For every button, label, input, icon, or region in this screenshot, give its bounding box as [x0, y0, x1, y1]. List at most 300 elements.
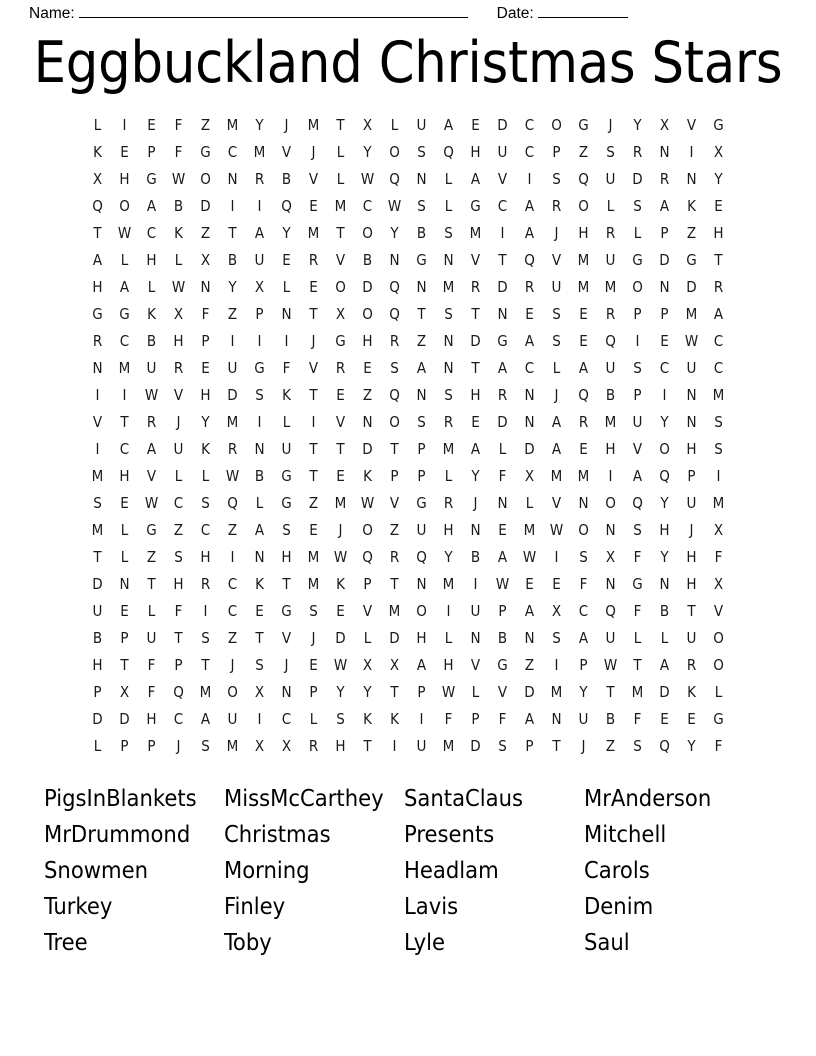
- grid-cell[interactable]: X: [254, 278, 265, 296]
- grid-cell[interactable]: T: [309, 305, 318, 323]
- grid-cell[interactable]: N: [470, 629, 481, 647]
- grid-cell[interactable]: Z: [146, 548, 157, 566]
- grid-cell[interactable]: V: [686, 116, 697, 134]
- grid-cell[interactable]: N: [551, 710, 562, 728]
- grid-cell[interactable]: Q: [659, 467, 670, 485]
- grid-cell[interactable]: E: [471, 116, 480, 134]
- grid-cell[interactable]: X: [362, 656, 373, 674]
- grid-cell[interactable]: V: [362, 602, 373, 620]
- grid-cell[interactable]: G: [470, 197, 481, 215]
- grid-cell[interactable]: A: [524, 197, 535, 215]
- grid-cell[interactable]: G: [632, 575, 643, 593]
- grid-cell[interactable]: F: [174, 143, 183, 161]
- grid-cell[interactable]: U: [227, 710, 238, 728]
- grid-cell[interactable]: V: [632, 440, 643, 458]
- grid-cell[interactable]: E: [660, 710, 669, 728]
- grid-cell[interactable]: T: [147, 575, 156, 593]
- grid-cell[interactable]: D: [524, 683, 535, 701]
- grid-cell[interactable]: H: [119, 170, 130, 188]
- grid-cell[interactable]: J: [284, 656, 289, 674]
- grid-cell[interactable]: N: [389, 251, 400, 269]
- word-list-item[interactable]: Lavis: [404, 892, 459, 920]
- grid-cell[interactable]: J: [311, 143, 316, 161]
- grid-cell[interactable]: X: [200, 251, 211, 269]
- grid-cell[interactable]: H: [416, 629, 427, 647]
- grid-cell[interactable]: I: [257, 413, 262, 431]
- grid-cell[interactable]: T: [363, 737, 372, 755]
- grid-cell[interactable]: R: [200, 575, 211, 593]
- grid-cell[interactable]: L: [336, 143, 345, 161]
- grid-cell[interactable]: P: [255, 305, 264, 323]
- grid-cell[interactable]: O: [416, 602, 427, 620]
- grid-cell[interactable]: P: [525, 737, 534, 755]
- grid-cell[interactable]: W: [360, 494, 375, 512]
- grid-cell[interactable]: S: [714, 413, 723, 431]
- grid-cell[interactable]: T: [606, 683, 615, 701]
- grid-cell[interactable]: C: [227, 602, 238, 620]
- grid-cell[interactable]: S: [201, 629, 210, 647]
- grid-cell[interactable]: E: [687, 710, 696, 728]
- grid-cell[interactable]: Y: [687, 737, 696, 755]
- grid-cell[interactable]: M: [442, 575, 455, 593]
- grid-cell[interactable]: C: [497, 197, 508, 215]
- grid-cell[interactable]: L: [633, 224, 642, 242]
- grid-cell[interactable]: H: [200, 548, 211, 566]
- grid-cell[interactable]: N: [605, 575, 616, 593]
- grid-cell[interactable]: L: [444, 629, 453, 647]
- grid-cell[interactable]: K: [282, 386, 291, 404]
- grid-cell[interactable]: H: [470, 143, 481, 161]
- grid-cell[interactable]: J: [689, 521, 694, 539]
- grid-cell[interactable]: C: [659, 359, 670, 377]
- grid-cell[interactable]: V: [551, 251, 562, 269]
- grid-cell[interactable]: U: [173, 440, 184, 458]
- grid-cell[interactable]: F: [633, 602, 642, 620]
- grid-cell[interactable]: V: [497, 683, 508, 701]
- grid-cell[interactable]: R: [254, 170, 265, 188]
- grid-cell[interactable]: J: [473, 494, 478, 512]
- grid-cell[interactable]: I: [554, 656, 559, 674]
- grid-cell[interactable]: U: [605, 629, 616, 647]
- grid-cell[interactable]: N: [524, 413, 535, 431]
- grid-cell[interactable]: V: [551, 494, 562, 512]
- grid-cell[interactable]: K: [687, 197, 696, 215]
- grid-cell[interactable]: N: [443, 332, 454, 350]
- grid-cell[interactable]: D: [200, 197, 211, 215]
- grid-cell[interactable]: L: [444, 197, 453, 215]
- grid-cell[interactable]: V: [281, 143, 292, 161]
- grid-cell[interactable]: K: [363, 467, 372, 485]
- grid-cell[interactable]: I: [311, 413, 316, 431]
- grid-cell[interactable]: S: [255, 656, 264, 674]
- grid-cell[interactable]: G: [200, 143, 211, 161]
- grid-cell[interactable]: A: [470, 170, 481, 188]
- grid-cell[interactable]: H: [443, 521, 454, 539]
- name-write-in-line[interactable]: [79, 4, 468, 18]
- grid-cell[interactable]: Z: [389, 521, 400, 539]
- grid-cell[interactable]: F: [714, 737, 723, 755]
- grid-cell[interactable]: W: [171, 170, 186, 188]
- grid-cell[interactable]: B: [605, 710, 616, 728]
- grid-cell[interactable]: M: [712, 494, 725, 512]
- grid-cell[interactable]: P: [120, 737, 129, 755]
- grid-cell[interactable]: A: [443, 116, 454, 134]
- grid-cell[interactable]: X: [605, 548, 616, 566]
- grid-cell[interactable]: Q: [578, 386, 589, 404]
- grid-cell[interactable]: V: [470, 656, 481, 674]
- grid-cell[interactable]: H: [443, 656, 454, 674]
- grid-cell[interactable]: X: [281, 737, 292, 755]
- grid-cell[interactable]: W: [333, 548, 348, 566]
- grid-cell[interactable]: A: [578, 359, 589, 377]
- grid-cell[interactable]: J: [176, 413, 181, 431]
- grid-cell[interactable]: R: [308, 251, 319, 269]
- grid-cell[interactable]: L: [120, 548, 129, 566]
- grid-cell[interactable]: I: [554, 548, 559, 566]
- grid-cell[interactable]: T: [471, 305, 480, 323]
- grid-cell[interactable]: N: [443, 359, 454, 377]
- grid-cell[interactable]: S: [633, 737, 642, 755]
- grid-cell[interactable]: R: [173, 359, 184, 377]
- grid-cell[interactable]: H: [335, 737, 346, 755]
- grid-cell[interactable]: A: [119, 278, 130, 296]
- grid-cell[interactable]: S: [579, 548, 588, 566]
- grid-cell[interactable]: T: [93, 224, 102, 242]
- grid-cell[interactable]: T: [336, 440, 345, 458]
- grid-cell[interactable]: G: [686, 251, 697, 269]
- grid-cell[interactable]: H: [605, 440, 616, 458]
- grid-cell[interactable]: F: [201, 305, 210, 323]
- grid-cell[interactable]: S: [633, 197, 642, 215]
- grid-cell[interactable]: W: [144, 494, 159, 512]
- grid-cell[interactable]: H: [92, 278, 103, 296]
- grid-cell[interactable]: L: [498, 440, 507, 458]
- grid-cell[interactable]: K: [255, 575, 264, 593]
- grid-cell[interactable]: Q: [173, 683, 184, 701]
- grid-cell[interactable]: X: [119, 683, 130, 701]
- grid-cell[interactable]: N: [470, 521, 481, 539]
- grid-cell[interactable]: N: [254, 440, 265, 458]
- grid-cell[interactable]: M: [307, 575, 320, 593]
- grid-cell[interactable]: P: [309, 683, 318, 701]
- grid-cell[interactable]: C: [173, 494, 184, 512]
- grid-cell[interactable]: J: [311, 629, 316, 647]
- grid-cell[interactable]: L: [363, 629, 372, 647]
- grid-cell[interactable]: E: [660, 332, 669, 350]
- grid-cell[interactable]: T: [309, 386, 318, 404]
- grid-cell[interactable]: F: [174, 116, 183, 134]
- grid-cell[interactable]: U: [686, 629, 697, 647]
- grid-cell[interactable]: R: [443, 494, 454, 512]
- grid-cell[interactable]: P: [552, 143, 561, 161]
- grid-cell[interactable]: U: [146, 359, 157, 377]
- grid-cell[interactable]: R: [551, 197, 562, 215]
- grid-cell[interactable]: U: [605, 359, 616, 377]
- grid-cell[interactable]: M: [712, 386, 725, 404]
- grid-cell[interactable]: D: [470, 737, 481, 755]
- word-list-item[interactable]: Snowmen: [44, 856, 149, 884]
- grid-cell[interactable]: P: [417, 440, 426, 458]
- grid-cell[interactable]: V: [173, 386, 184, 404]
- grid-cell[interactable]: H: [470, 386, 481, 404]
- grid-cell[interactable]: Q: [227, 494, 238, 512]
- grid-cell[interactable]: H: [686, 440, 697, 458]
- grid-cell[interactable]: E: [309, 656, 318, 674]
- grid-cell[interactable]: Z: [227, 629, 238, 647]
- grid-cell[interactable]: P: [174, 656, 183, 674]
- grid-cell[interactable]: R: [146, 413, 157, 431]
- grid-cell[interactable]: M: [226, 413, 239, 431]
- grid-cell[interactable]: C: [713, 332, 724, 350]
- grid-cell[interactable]: N: [686, 413, 697, 431]
- grid-cell[interactable]: U: [92, 602, 103, 620]
- grid-cell[interactable]: U: [578, 710, 589, 728]
- grid-cell[interactable]: N: [659, 278, 670, 296]
- grid-cell[interactable]: E: [363, 359, 372, 377]
- grid-cell[interactable]: Y: [363, 683, 372, 701]
- grid-cell[interactable]: G: [497, 656, 508, 674]
- grid-cell[interactable]: H: [362, 332, 373, 350]
- grid-cell[interactable]: T: [201, 656, 210, 674]
- grid-cell[interactable]: N: [659, 575, 670, 593]
- grid-cell[interactable]: X: [551, 602, 562, 620]
- grid-cell[interactable]: A: [632, 467, 643, 485]
- grid-cell[interactable]: M: [631, 683, 644, 701]
- grid-cell[interactable]: Y: [282, 224, 291, 242]
- grid-cell[interactable]: T: [417, 305, 426, 323]
- grid-cell[interactable]: M: [199, 683, 212, 701]
- grid-cell[interactable]: M: [577, 251, 590, 269]
- grid-cell[interactable]: M: [577, 278, 590, 296]
- grid-cell[interactable]: R: [578, 413, 589, 431]
- grid-cell[interactable]: D: [686, 278, 697, 296]
- grid-cell[interactable]: E: [552, 575, 561, 593]
- grid-cell[interactable]: Q: [578, 170, 589, 188]
- grid-cell[interactable]: K: [147, 305, 156, 323]
- grid-cell[interactable]: N: [362, 413, 373, 431]
- grid-cell[interactable]: X: [173, 305, 184, 323]
- word-list-item[interactable]: Morning: [224, 856, 310, 884]
- grid-cell[interactable]: D: [659, 251, 670, 269]
- grid-cell[interactable]: L: [633, 629, 642, 647]
- grid-cell[interactable]: H: [578, 224, 589, 242]
- grid-cell[interactable]: S: [255, 386, 264, 404]
- grid-cell[interactable]: N: [92, 359, 103, 377]
- grid-cell[interactable]: A: [254, 521, 265, 539]
- grid-cell[interactable]: W: [441, 683, 456, 701]
- grid-cell[interactable]: Y: [579, 683, 588, 701]
- grid-cell[interactable]: V: [308, 359, 319, 377]
- grid-cell[interactable]: Q: [659, 737, 670, 755]
- grid-cell[interactable]: L: [309, 710, 318, 728]
- grid-cell[interactable]: A: [578, 629, 589, 647]
- grid-cell[interactable]: Y: [336, 683, 345, 701]
- grid-cell[interactable]: G: [146, 170, 157, 188]
- grid-cell[interactable]: N: [686, 170, 697, 188]
- grid-cell[interactable]: F: [498, 467, 507, 485]
- grid-cell[interactable]: V: [389, 494, 400, 512]
- grid-cell[interactable]: T: [498, 251, 507, 269]
- grid-cell[interactable]: Q: [605, 602, 616, 620]
- grid-cell[interactable]: C: [119, 440, 130, 458]
- grid-cell[interactable]: M: [604, 278, 617, 296]
- grid-cell[interactable]: T: [336, 224, 345, 242]
- word-list-item[interactable]: Carols: [584, 856, 650, 884]
- grid-cell[interactable]: W: [684, 332, 699, 350]
- grid-cell[interactable]: C: [713, 359, 724, 377]
- grid-cell[interactable]: D: [362, 440, 373, 458]
- grid-cell[interactable]: S: [633, 359, 642, 377]
- grid-cell[interactable]: H: [686, 548, 697, 566]
- grid-cell[interactable]: W: [144, 386, 159, 404]
- grid-cell[interactable]: P: [201, 332, 210, 350]
- grid-cell[interactable]: X: [362, 116, 373, 134]
- grid-cell[interactable]: C: [146, 224, 157, 242]
- grid-cell[interactable]: L: [336, 170, 345, 188]
- grid-cell[interactable]: Y: [255, 116, 264, 134]
- grid-cell[interactable]: P: [363, 575, 372, 593]
- grid-cell[interactable]: M: [388, 602, 401, 620]
- grid-cell[interactable]: Z: [686, 224, 697, 242]
- grid-cell[interactable]: N: [200, 278, 211, 296]
- grid-cell[interactable]: H: [659, 521, 670, 539]
- grid-cell[interactable]: L: [255, 494, 264, 512]
- grid-cell[interactable]: S: [714, 440, 723, 458]
- grid-cell[interactable]: X: [524, 467, 535, 485]
- grid-cell[interactable]: T: [390, 440, 399, 458]
- grid-cell[interactable]: D: [227, 386, 238, 404]
- grid-cell[interactable]: X: [713, 575, 724, 593]
- grid-cell[interactable]: T: [120, 413, 129, 431]
- grid-cell[interactable]: I: [662, 386, 667, 404]
- word-list-item[interactable]: Presents: [404, 820, 495, 848]
- grid-cell[interactable]: Q: [362, 548, 373, 566]
- grid-cell[interactable]: G: [578, 116, 589, 134]
- grid-cell[interactable]: P: [390, 467, 399, 485]
- grid-cell[interactable]: P: [147, 143, 156, 161]
- grid-cell[interactable]: P: [633, 386, 642, 404]
- grid-cell[interactable]: E: [525, 575, 534, 593]
- grid-cell[interactable]: N: [416, 170, 427, 188]
- grid-cell[interactable]: Y: [660, 548, 669, 566]
- grid-cell[interactable]: N: [281, 305, 292, 323]
- grid-cell[interactable]: A: [551, 440, 562, 458]
- grid-cell[interactable]: T: [552, 737, 561, 755]
- grid-cell[interactable]: F: [147, 656, 156, 674]
- grid-cell[interactable]: I: [635, 332, 640, 350]
- grid-cell[interactable]: K: [201, 440, 210, 458]
- grid-cell[interactable]: L: [606, 197, 615, 215]
- grid-cell[interactable]: A: [713, 305, 724, 323]
- grid-cell[interactable]: X: [389, 656, 400, 674]
- grid-cell[interactable]: I: [230, 197, 235, 215]
- grid-cell[interactable]: B: [146, 332, 157, 350]
- grid-cell[interactable]: P: [660, 224, 669, 242]
- grid-cell[interactable]: H: [146, 251, 157, 269]
- grid-cell[interactable]: B: [659, 602, 670, 620]
- grid-cell[interactable]: E: [579, 305, 588, 323]
- grid-cell[interactable]: D: [362, 278, 373, 296]
- grid-cell[interactable]: B: [227, 251, 238, 269]
- grid-cell[interactable]: K: [336, 575, 345, 593]
- grid-cell[interactable]: F: [174, 602, 183, 620]
- grid-cell[interactable]: E: [201, 359, 210, 377]
- grid-cell[interactable]: I: [527, 170, 532, 188]
- grid-cell[interactable]: J: [338, 521, 343, 539]
- grid-cell[interactable]: C: [362, 197, 373, 215]
- grid-cell[interactable]: M: [91, 521, 104, 539]
- grid-cell[interactable]: A: [524, 332, 535, 350]
- grid-cell[interactable]: L: [93, 116, 102, 134]
- grid-cell[interactable]: M: [253, 143, 266, 161]
- grid-cell[interactable]: D: [335, 629, 346, 647]
- grid-cell[interactable]: U: [281, 440, 292, 458]
- grid-cell[interactable]: T: [93, 548, 102, 566]
- grid-cell[interactable]: U: [605, 170, 616, 188]
- grid-cell[interactable]: T: [336, 116, 345, 134]
- grid-cell[interactable]: T: [390, 575, 399, 593]
- grid-cell[interactable]: E: [147, 116, 156, 134]
- grid-cell[interactable]: Z: [308, 494, 319, 512]
- grid-cell[interactable]: X: [713, 143, 724, 161]
- grid-cell[interactable]: U: [686, 359, 697, 377]
- grid-cell[interactable]: S: [417, 413, 426, 431]
- grid-cell[interactable]: T: [120, 656, 129, 674]
- grid-cell[interactable]: K: [93, 143, 102, 161]
- grid-cell[interactable]: D: [497, 116, 508, 134]
- grid-cell[interactable]: M: [550, 683, 563, 701]
- grid-cell[interactable]: J: [230, 656, 235, 674]
- grid-cell[interactable]: E: [336, 467, 345, 485]
- grid-cell[interactable]: C: [119, 332, 130, 350]
- grid-cell[interactable]: P: [687, 467, 696, 485]
- grid-cell[interactable]: L: [93, 737, 102, 755]
- grid-cell[interactable]: H: [173, 332, 184, 350]
- grid-cell[interactable]: L: [471, 683, 480, 701]
- grid-cell[interactable]: W: [522, 548, 537, 566]
- grid-cell[interactable]: R: [308, 737, 319, 755]
- grid-cell[interactable]: X: [92, 170, 103, 188]
- word-list-item[interactable]: Denim: [584, 892, 654, 920]
- grid-cell[interactable]: G: [281, 602, 292, 620]
- grid-cell[interactable]: E: [714, 197, 723, 215]
- grid-cell[interactable]: H: [173, 575, 184, 593]
- grid-cell[interactable]: S: [552, 305, 561, 323]
- grid-cell[interactable]: E: [309, 278, 318, 296]
- grid-cell[interactable]: L: [714, 683, 723, 701]
- grid-cell[interactable]: B: [281, 170, 292, 188]
- grid-cell[interactable]: S: [174, 548, 183, 566]
- grid-cell[interactable]: I: [257, 332, 262, 350]
- grid-cell[interactable]: J: [284, 116, 289, 134]
- grid-cell[interactable]: R: [389, 332, 400, 350]
- grid-cell[interactable]: Q: [92, 197, 103, 215]
- grid-cell[interactable]: J: [581, 737, 586, 755]
- word-list-item[interactable]: Turkey: [44, 892, 113, 920]
- grid-cell[interactable]: O: [335, 278, 346, 296]
- grid-cell[interactable]: A: [524, 224, 535, 242]
- grid-cell[interactable]: R: [605, 224, 616, 242]
- grid-cell[interactable]: Q: [632, 494, 643, 512]
- grid-cell[interactable]: O: [713, 656, 724, 674]
- grid-cell[interactable]: A: [416, 656, 427, 674]
- grid-cell[interactable]: F: [498, 710, 507, 728]
- grid-cell[interactable]: M: [550, 467, 563, 485]
- grid-cell[interactable]: V: [281, 629, 292, 647]
- grid-cell[interactable]: M: [577, 467, 590, 485]
- grid-cell[interactable]: X: [254, 737, 265, 755]
- grid-cell[interactable]: G: [281, 467, 292, 485]
